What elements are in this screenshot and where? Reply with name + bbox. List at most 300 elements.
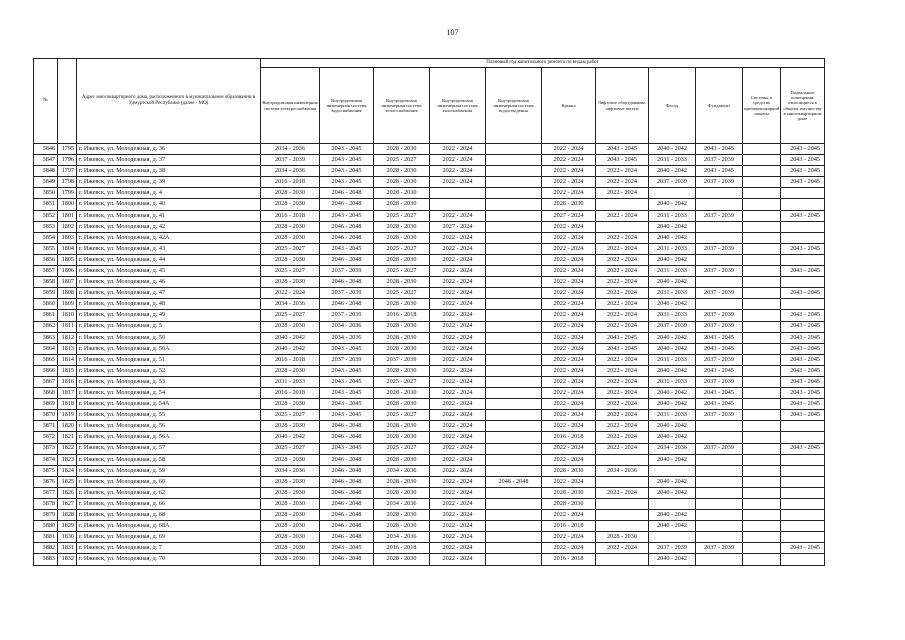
table-cell [743,421,781,432]
table-cell: 2016 - 2018 [374,310,430,321]
table-cell: 2037 - 2039 [320,310,374,321]
table-cell: 2025 - 2027 [374,376,430,387]
table-cell: 2022 - 2024 [430,388,486,399]
table-cell: 2016 - 2018 [261,388,320,399]
row-address: г. Ижевск, ул. Молодежная, д. 68 [77,510,261,521]
table-cell [649,465,696,476]
table-cell: 2022 - 2024 [596,432,649,443]
table-cell [696,521,743,532]
table-cell: 2040 - 2042 [649,388,696,399]
table-cell: 2022 - 2024 [430,510,486,521]
table-cell: 2025 - 2027 [374,288,430,299]
table-cell [743,243,781,254]
table-cell [743,343,781,354]
table-cell: 2043 - 2045 [781,321,825,332]
table-cell [743,177,781,188]
table-cell [781,199,825,210]
row-sub-number: 1830 [58,532,77,543]
table-cell: 2016 - 2018 [261,354,320,365]
table-cell [486,421,542,432]
table-cell: 2037 - 2039 [696,266,743,277]
table-cell: 2022 - 2024 [542,277,596,288]
row-number: 3880 [34,521,58,532]
row-address: г. Ижевск, ул. Молодежная, д. 5 [77,321,261,332]
table-cell: 2046 - 2048 [320,254,374,265]
table-cell [596,199,649,210]
table-cell [743,388,781,399]
row-number: 3855 [34,243,58,254]
table-cell [743,332,781,343]
header-num: № [34,59,58,144]
row-address: г. Ижевск, ул. Молодежная, д. 53 [77,376,261,387]
table-cell [486,243,542,254]
table-cell: 2028 - 2030 [261,232,320,243]
row-address: г. Ижевск, ул. Молодежная, д. 51 [77,354,261,365]
table-row [34,521,825,532]
row-number: 3847 [34,155,58,166]
table-cell [486,199,542,210]
table-cell: 2046 - 2048 [320,521,374,532]
table-cell: 2046 - 2048 [320,465,374,476]
table-cell: 2043 - 2045 [320,166,374,177]
table-cell: 2022 - 2024 [596,388,649,399]
table-cell: 2028 - 2030 [261,554,320,565]
row-address: г. Ижевск, ул. Молодежная, д. 56 [77,421,261,432]
table-cell: 2037 - 2039 [696,310,743,321]
table-cell: 2043 - 2045 [781,144,825,155]
table-row [34,510,825,521]
table-cell: 2022 - 2024 [430,254,486,265]
row-address: г. Ижевск, ул. Молодежная, д. 36 [77,144,261,155]
row-address: г. Ижевск, ул. Молодежная, д. 50А [77,343,261,354]
table-cell: 2028 - 2030 [261,254,320,265]
table-cell: 2028 - 2030 [542,465,596,476]
table-cell: 2046 - 2048 [320,499,374,510]
table-cell [781,465,825,476]
table-cell [781,432,825,443]
table-cell: 2034 - 2036 [261,299,320,310]
table-row [34,543,825,554]
table-cell [486,454,542,465]
table-cell: 2028 - 2030 [374,388,430,399]
table-cell: 2037 - 2039 [696,177,743,188]
row-address: г. Ижевск, ул. Молодежная, д. 39 [77,177,261,188]
table-cell: 2028 - 2030 [261,499,320,510]
table-cell [486,532,542,543]
row-address: г. Ижевск, ул. Молодежная, д. 49 [77,310,261,321]
table-cell [486,188,542,199]
table-cell: 2040 - 2042 [649,254,696,265]
table-row [34,499,825,510]
table-row [34,399,825,410]
table-cell: 2034 - 2036 [374,465,430,476]
table-cell [486,232,542,243]
table-cell: 2028 - 2030 [261,277,320,288]
header-column: Внутридомовая инженерная система водоотведения [486,68,542,144]
table-cell: 2028 - 2030 [261,399,320,410]
table-cell [743,499,781,510]
row-address: г. Ижевск, ул. Молодежная, д. 46 [77,277,261,288]
row-sub-number: 1805 [58,254,77,265]
table-cell [743,376,781,387]
table-cell [743,299,781,310]
row-sub-number: 1811 [58,321,77,332]
table-cell: 2043 - 2045 [781,332,825,343]
table-cell: 2037 - 2039 [696,321,743,332]
table-cell: 2028 - 2030 [261,221,320,232]
table-cell: 2043 - 2045 [781,410,825,421]
table-cell [743,354,781,365]
table-cell: 2043 - 2045 [320,388,374,399]
header-column: Внутридомовая инженерная система газоснабжения [430,68,486,144]
table-cell: 2022 - 2024 [596,376,649,387]
table-cell: 2022 - 2024 [542,354,596,365]
table-cell: 2022 - 2024 [542,221,596,232]
row-address: г. Ижевск, ул. Молодежная, д. 55 [77,410,261,421]
table-cell: 2025 - 2027 [374,155,430,166]
table-cell: 2034 - 2036 [320,332,374,343]
table-cell: 2028 - 2030 [542,487,596,498]
row-number: 3873 [34,443,58,454]
table-cell: 2040 - 2042 [649,232,696,243]
table-body [34,144,825,566]
table-cell: 2022 - 2024 [430,443,486,454]
table-cell [696,232,743,243]
table-cell: 2040 - 2042 [261,343,320,354]
table-cell [649,532,696,543]
table-cell [743,543,781,554]
table-cell: 2046 - 2048 [486,476,542,487]
table-cell: 2022 - 2024 [596,188,649,199]
table-row [34,532,825,543]
table-cell: 2022 - 2024 [542,188,596,199]
table-cell: 2043 - 2045 [696,388,743,399]
table-cell [781,277,825,288]
table-cell: 2043 - 2045 [781,210,825,221]
row-sub-number: 1808 [58,288,77,299]
table-cell [781,487,825,498]
table-cell: 2046 - 2048 [320,510,374,521]
table-cell [781,521,825,532]
table-cell: 2028 - 2030 [374,299,430,310]
table-cell [781,554,825,565]
table-cell [486,465,542,476]
header-sub-num [58,59,77,144]
table-cell: 2025 - 2027 [261,410,320,421]
table-cell: 2022 - 2024 [542,476,596,487]
table-cell [486,521,542,532]
table-cell: 2037 - 2039 [696,443,743,454]
table-cell: 2028 - 2030 [542,199,596,210]
table-cell [596,521,649,532]
table-cell: 2022 - 2024 [430,410,486,421]
table-row [34,465,825,476]
table-cell: 2025 - 2027 [374,410,430,421]
table-cell [743,521,781,532]
row-number: 3852 [34,210,58,221]
table-cell: 2022 - 2024 [596,421,649,432]
table-cell: 2016 - 2018 [261,210,320,221]
row-address: г. Ижевск, ул. Молодежная, д. 56А [77,432,261,443]
table-cell: 2034 - 2036 [374,532,430,543]
table-cell [486,166,542,177]
row-address: г. Ижевск, ул. Молодежная, д. 54А [77,399,261,410]
table-cell: 2025 - 2027 [374,266,430,277]
table-cell [486,432,542,443]
table-cell: 2040 - 2042 [261,332,320,343]
table-cell: 2022 - 2024 [430,421,486,432]
table-cell [781,221,825,232]
table-cell: 2040 - 2042 [649,166,696,177]
table-cell: 2028 - 2030 [542,499,596,510]
table-row [34,365,825,376]
table-cell: 2022 - 2024 [430,399,486,410]
table-row [34,299,825,310]
table-cell: 2022 - 2024 [430,487,486,498]
table-cell: 2022 - 2024 [596,277,649,288]
row-address: г. Ижевск, ул. Молодежная, д. 57 [77,443,261,454]
table-cell: 2043 - 2045 [596,343,649,354]
table-cell: 2043 - 2045 [781,288,825,299]
table-cell: 2037 - 2039 [649,177,696,188]
table-row [34,487,825,498]
row-number: 3868 [34,388,58,399]
table-cell: 2043 - 2045 [781,343,825,354]
table-cell: 2040 - 2042 [649,332,696,343]
row-sub-number: 1803 [58,232,77,243]
table-cell: 2043 - 2045 [781,543,825,554]
table-cell: 2016 - 2018 [374,543,430,554]
table-cell: 2028 - 2030 [261,454,320,465]
table-cell: 2022 - 2024 [596,487,649,498]
table-cell [486,543,542,554]
table-cell: 2040 - 2042 [649,554,696,565]
table-cell: 2022 - 2024 [596,243,649,254]
table-cell: 2028 - 2030 [261,521,320,532]
header-column: Внутридомовая инженерная система электроснабжения [261,68,320,144]
table-cell: 2028 - 2030 [374,365,430,376]
table-cell: 2046 - 2048 [320,487,374,498]
table-cell: 2043 - 2045 [781,399,825,410]
table-cell [486,388,542,399]
row-sub-number: 1809 [58,299,77,310]
table-cell: 2028 - 2030 [261,421,320,432]
table-cell [486,499,542,510]
table-cell [743,510,781,521]
table-row [34,155,825,166]
table-cell: 2046 - 2048 [320,199,374,210]
table-cell [743,288,781,299]
table-cell: 2022 - 2024 [542,410,596,421]
row-address: г. Ижевск, ул. Молодежная, д. 47 [77,288,261,299]
table-cell: 2016 - 2018 [542,432,596,443]
table-row [34,243,825,254]
row-number: 3870 [34,410,58,421]
table-cell: 2022 - 2024 [430,476,486,487]
table-cell [696,554,743,565]
table-cell: 2022 - 2024 [430,354,486,365]
table-cell [781,421,825,432]
table-cell [781,232,825,243]
table-cell: 2043 - 2045 [596,332,649,343]
table-cell: 2016 - 2018 [261,177,320,188]
table-cell: 2037 - 2039 [696,243,743,254]
table-cell: 2028 - 2030 [374,221,430,232]
table-cell [696,421,743,432]
table-cell: 2028 - 2030 [261,321,320,332]
table-cell: 2028 - 2030 [261,543,320,554]
row-number: 3846 [34,144,58,155]
table-cell: 2022 - 2024 [542,177,596,188]
table-cell: 2043 - 2045 [320,210,374,221]
row-address: г. Ижевск, ул. Молодежная, д. 48 [77,299,261,310]
table-cell: 2043 - 2045 [320,376,374,387]
row-number: 3869 [34,399,58,410]
table-cell: 2037 - 2039 [696,410,743,421]
table-cell: 2043 - 2045 [781,266,825,277]
table-cell [486,332,542,343]
table-cell: 2022 - 2024 [542,254,596,265]
table-cell: 2022 - 2024 [430,288,486,299]
row-sub-number: 1826 [58,487,77,498]
table-cell: 2040 - 2042 [649,399,696,410]
table-cell: 2037 - 2039 [649,543,696,554]
row-number: 3871 [34,421,58,432]
table-cell: 2043 - 2045 [320,155,374,166]
table-cell: 2016 - 2018 [542,554,596,565]
row-number: 3849 [34,177,58,188]
table-cell: 2043 - 2045 [781,155,825,166]
row-address: г. Ижевск, ул. Молодежная, д. 69 [77,532,261,543]
table-cell [743,465,781,476]
table-cell: 2040 - 2042 [649,432,696,443]
table-row [34,177,825,188]
table-cell: 2022 - 2024 [542,510,596,521]
table-cell [743,321,781,332]
table-cell: 2022 - 2024 [430,465,486,476]
table-cell [696,254,743,265]
table-row [34,443,825,454]
row-sub-number: 1800 [58,199,77,210]
table-cell: 2028 - 2030 [374,343,430,354]
row-sub-number: 1797 [58,166,77,177]
table-cell: 2022 - 2024 [596,365,649,376]
table-cell: 2022 - 2024 [542,388,596,399]
table-row [34,376,825,387]
table-cell: 2022 - 2024 [542,454,596,465]
row-sub-number: 1802 [58,221,77,232]
row-number: 3882 [34,543,58,554]
row-number: 3879 [34,510,58,521]
row-address: г. Ижевск, ул. Молодежная, д. 7 [77,543,261,554]
row-address: г. Ижевск, ул. Молодежная, д. 41 [77,210,261,221]
row-address: г. Ижевск, ул. Молодежная, д. 68А [77,521,261,532]
row-sub-number: 1820 [58,421,77,432]
table-cell: 2043 - 2045 [781,354,825,365]
table-cell [696,432,743,443]
header-column: Фасад [649,68,696,144]
table-row [34,354,825,365]
table-cell: 2022 - 2024 [430,321,486,332]
table-cell: 2028 - 2030 [261,487,320,498]
table-cell: 2022 - 2024 [596,321,649,332]
table-cell: 2022 - 2024 [430,499,486,510]
table-cell: 2022 - 2024 [261,288,320,299]
table-cell [743,166,781,177]
table-cell [696,299,743,310]
table-cell [486,177,542,188]
table-cell [596,499,649,510]
table-cell: 2040 - 2042 [649,421,696,432]
row-number: 3862 [34,321,58,332]
table-cell: 2022 - 2024 [542,166,596,177]
table-cell: 2028 - 2030 [374,332,430,343]
table-cell: 2022 - 2024 [430,521,486,532]
row-number: 3856 [34,254,58,265]
row-address: г. Ижевск, ул. Молодежная, д. 50 [77,332,261,343]
table-header [34,59,825,144]
table-cell: 2037 - 2039 [696,354,743,365]
table-cell: 2046 - 2048 [320,221,374,232]
table-cell: 2037 - 2039 [696,288,743,299]
table-cell [781,454,825,465]
row-number: 3850 [34,188,58,199]
table-cell: 2043 - 2045 [696,166,743,177]
table-cell [743,232,781,243]
table-cell [743,554,781,565]
table-row [34,410,825,421]
table-cell [486,376,542,387]
table-cell: 2040 - 2042 [649,199,696,210]
table-cell: 2043 - 2045 [696,332,743,343]
table-cell [486,266,542,277]
table-cell: 2022 - 2024 [542,532,596,543]
table-cell: 2022 - 2024 [596,543,649,554]
table-row [34,332,825,343]
row-sub-number: 1795 [58,144,77,155]
header-column: Крыша [542,68,596,144]
table-cell [743,277,781,288]
table-cell: 2022 - 2024 [430,210,486,221]
table-cell: 2040 - 2042 [649,144,696,155]
table-cell: 2046 - 2048 [320,277,374,288]
table-cell: 2043 - 2045 [596,144,649,155]
table-cell: 2028 - 2030 [374,254,430,265]
table-cell [486,365,542,376]
table-cell: 2031 - 2033 [649,288,696,299]
table-row [34,388,825,399]
row-address: г. Ижевск, ул. Молодежная, д. 60 [77,476,261,487]
table-cell [781,499,825,510]
table-cell [430,188,486,199]
table-cell: 2025 - 2027 [374,443,430,454]
table-row [34,288,825,299]
table-cell: 2022 - 2024 [596,288,649,299]
table-cell: 2028 - 2030 [374,487,430,498]
table-row [34,432,825,443]
table-cell: 2028 - 2030 [374,232,430,243]
table-cell: 2031 - 2033 [649,266,696,277]
table-cell: 2022 - 2024 [430,166,486,177]
table-cell [743,310,781,321]
header-column: Системы и средства противопожарной защиты [743,68,781,144]
table-cell [743,399,781,410]
table-cell [743,188,781,199]
table-cell [596,510,649,521]
table-cell: 2022 - 2024 [596,310,649,321]
table-cell: 2031 - 2033 [649,210,696,221]
row-number: 3853 [34,221,58,232]
